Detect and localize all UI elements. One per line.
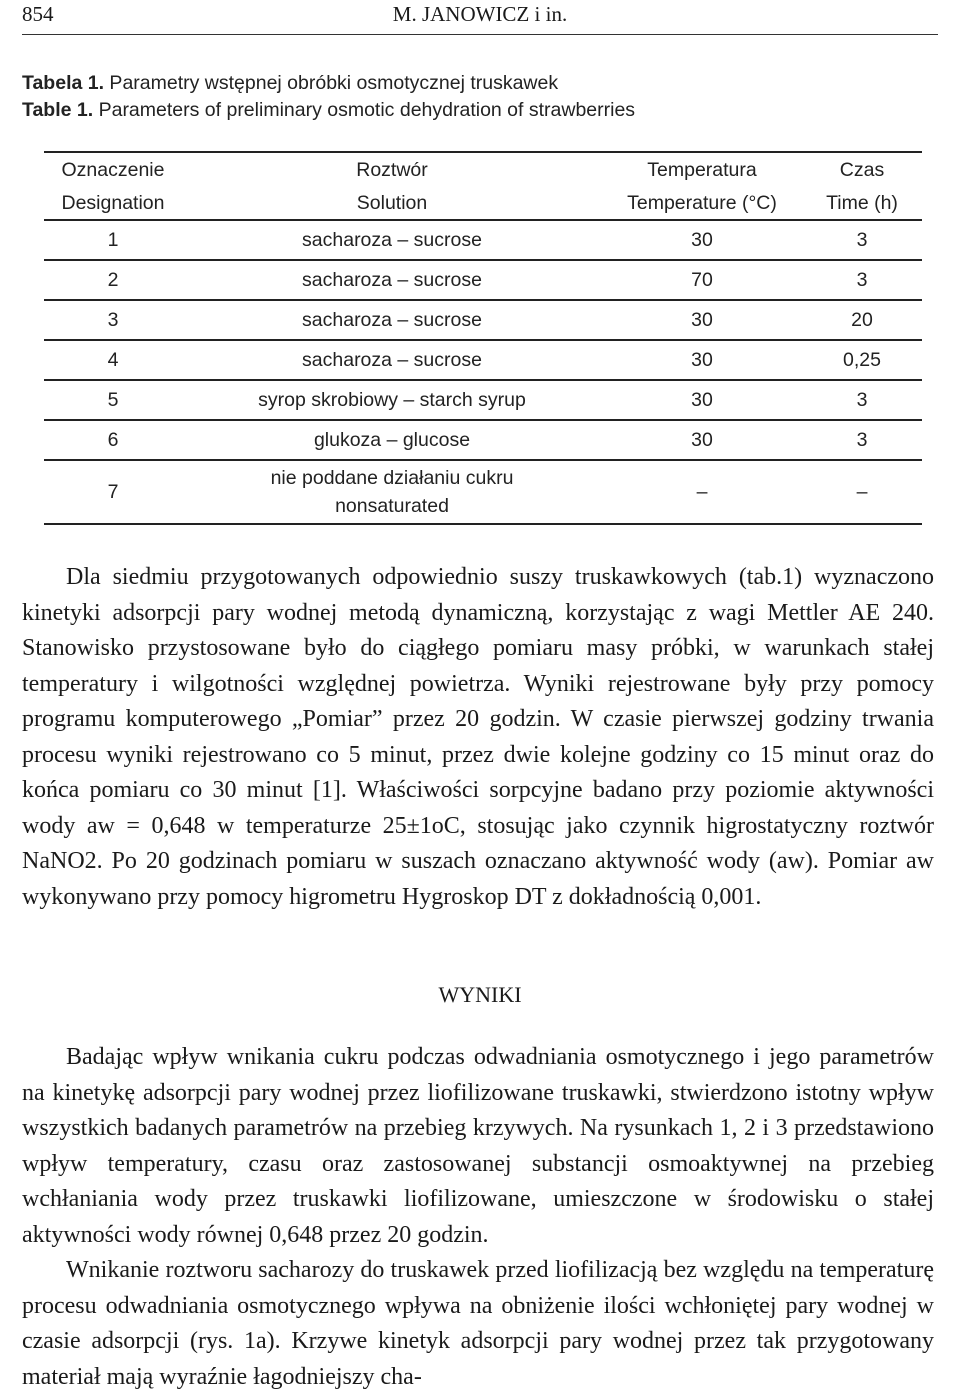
table-row: [44, 220, 922, 260]
cell-solution: [182, 460, 602, 524]
table-caption-pl: [22, 72, 558, 95]
cell-temperature: 30: [602, 300, 802, 340]
cell-solution: sacharoza – sucrose: [182, 220, 602, 260]
table-row: [44, 260, 922, 300]
header-temperature-pl: Temperatura: [602, 152, 802, 187]
page-number: 854: [22, 2, 54, 26]
cell-temperature: –: [602, 460, 802, 524]
paragraph-methods: Dla siedmiu przygotowanych odpowiednio suszy truskawkowych (tab.1) wyznaczono kinetyki adsorpcji pary wodnej metodą dynamiczną, korzystając z wagi Mettler AE 240. Stanowisko przystosowane było do ciągłego pomiaru masy próbki, w warunkach stałej temperatury i wilgotności względnej powietrza. Wyniki rejestrowane były przy pomocy programu komputerowego „Pomiar” przez 20 godzin. W czasie pierwszej godziny trwania procesu wyniki rejestrowano co 5 minut, przez dwie kolejne godziny co 15 minut oraz do końca pomiaru co 30 minut [1]. Właściwości sorpcyjne badano przy poziomie aktywności wody aw = 0,648 w temperaturze 25±1oC, stosując jako czynnik higrostatyczny roztwór NaNO2. Po 20 godzinach pomiaru w suszach oznaczano aktywność wody (aw). Pomiar aw wykonywano przy pomocy higrometru Hygroskop DT z dokładnością 0,001.: [22, 564, 934, 910]
cell-time: 3: [802, 220, 922, 260]
header-temperature-en: Temperature (°C): [602, 187, 802, 220]
header-time-pl: Czas: [802, 152, 922, 187]
cell-temperature: 30: [602, 340, 802, 380]
running-authors: M. JANOWICZ i in.: [392, 2, 568, 26]
cell-time: –: [802, 460, 922, 524]
cell-time: 3: [802, 380, 922, 420]
header-solution-pl: Roztwór: [182, 152, 602, 187]
cell-solution: glukoza – glucose: [182, 420, 602, 460]
caption-label-en: Table 1.: [22, 99, 94, 121]
cell-id: 5: [44, 380, 182, 420]
parameters-table: [44, 151, 922, 525]
section-title: WYNIKI: [438, 982, 522, 1007]
table-row: [44, 420, 922, 460]
cell-temperature: 30: [602, 420, 802, 460]
caption-label-pl: Tabela 1.: [22, 72, 105, 94]
cell-solution: sacharoza – sucrose: [182, 300, 602, 340]
cell-id: 6: [44, 420, 182, 460]
cell-solution: syrop skrobiowy – starch syrup: [182, 380, 602, 420]
caption-text-pl: Parametry wstępnej obróbki osmotycznej truskawek: [104, 72, 559, 94]
cell-temperature: 30: [602, 220, 802, 260]
cell-solution-line2: nonsaturated: [335, 495, 449, 517]
page-header: [22, 0, 938, 35]
cell-solution-line1: nie poddane działaniu cukru: [270, 467, 514, 489]
header-solution-en: Solution: [182, 187, 602, 220]
cell-solution: sacharoza – sucrose: [182, 260, 602, 300]
cell-id: 4: [44, 340, 182, 380]
cell-time: 3: [802, 260, 922, 300]
table-caption-en: [22, 99, 635, 122]
cell-time: 0,25: [802, 340, 922, 380]
header-designation-pl: Oznaczenie: [44, 152, 182, 187]
cell-id: 7: [44, 460, 182, 524]
paragraph-results-2: Wnikanie roztworu sacharozy do truskawek przed liofilizacją bez względu na temperaturę procesu odwadniania osmotycznego wpływa na obniżenie ilości wchłoniętej pary wodnej w czasie adsorpcji (rys. 1a). Krzywe kinetyk adsorpcji pary wodnej przez tak przygotowany materiał mają wyraźnie łagodniejszy cha-: [22, 1257, 934, 1390]
cell-id: 1: [44, 220, 182, 260]
cell-solution: sacharoza – sucrose: [182, 340, 602, 380]
table-row: [44, 380, 922, 420]
cell-time: 3: [802, 420, 922, 460]
table-header-row-en: [44, 187, 922, 220]
table-row: [44, 300, 922, 340]
methods-text: [22, 560, 934, 915]
caption-text-en: Parameters of preliminary osmotic dehydration of strawberries: [93, 99, 636, 121]
table-header-row-pl: [44, 152, 922, 187]
paragraph-results-1: Badając wpływ wnikania cukru podczas odwadniania osmotycznego i jego parametrów na kinetykę adsorpcji pary wodnej przez liofilizowane truskawki, stwierdzono istotny wpływ wszystkich badanych parametrów na przebieg krzywych. Na rysunkach 1, 2 i 3 przedstawiono wpływ temperatury, czasu oraz zastosowanej substancji osmoaktywnej na przebieg wchłaniania wody przez truskawki liofilizowane, umieszczone w środowisku o stałej aktywności wody równej 0,648 przez 20 godzin.: [22, 1044, 934, 1248]
cell-id: 3: [44, 300, 182, 340]
cell-temperature: 70: [602, 260, 802, 300]
results-text: [22, 1040, 934, 1395]
header-designation-en: Designation: [44, 187, 182, 220]
cell-temperature: 30: [602, 380, 802, 420]
header-time-en: Time (h): [802, 187, 922, 220]
table-row: [44, 340, 922, 380]
cell-id: 2: [44, 260, 182, 300]
cell-time: 20: [802, 300, 922, 340]
table-row: [44, 460, 922, 524]
